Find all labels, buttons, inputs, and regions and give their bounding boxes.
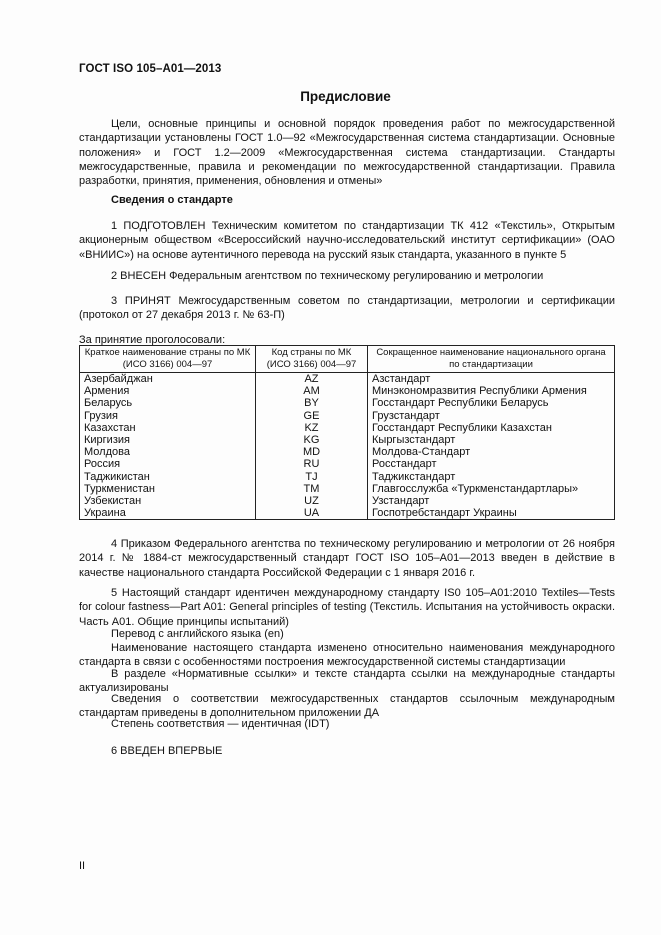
country-cell: Таджикистан: [80, 471, 256, 483]
column-header-country: Краткое наименование страны по МК (ИСО 3166) 004—97: [80, 346, 256, 373]
country-code-cell: KG: [256, 434, 368, 446]
country-cell: Узбекистан: [80, 495, 256, 507]
voting-countries-table: [79, 345, 615, 520]
country-cell: Беларусь: [80, 397, 256, 409]
country-cell: Молдова: [80, 446, 256, 458]
item-6-paragraph: 6 ВВЕДЕН ВПЕРВЫЕ: [111, 745, 223, 757]
agency-cell: Минэкономразвития Республики Армения: [368, 385, 615, 397]
country-code-cell: RU: [256, 458, 368, 470]
agency-cell: Главгосслужба «Туркменстандартлары»: [368, 483, 615, 495]
country-cell: Россия: [80, 458, 256, 470]
table-row: [80, 410, 615, 422]
column-header-agency: Сокращенное наименование национального органа по стандартизации: [368, 346, 615, 373]
item-5-name-note: Наименование настоящего стандарта изменено относительно наименования международного стандарта в связи с особенностями построения межгосударственной системы стандартизации: [79, 642, 615, 669]
country-code-cell: TJ: [256, 471, 368, 483]
item-3-paragraph: 3 ПРИНЯТ Межгосударственным советом по стандартизации, метрологии и сертификации (протокол от 27 декабря 2013 г. № 63-П): [79, 295, 615, 322]
table-body: [80, 373, 615, 520]
table-row: [80, 483, 615, 495]
country-code-cell: UA: [256, 507, 368, 520]
table-row: [80, 434, 615, 446]
table-row: [80, 373, 615, 386]
item-2-paragraph: 2 ВНЕСЕН Федеральным агентством по техническому регулированию и метрологии: [111, 270, 544, 282]
title-text: Предисловие: [300, 89, 391, 104]
country-cell: Азербайджан: [80, 373, 256, 386]
item-5-appendix-note: Сведения о соответствии межгосударственных стандартов ссылочным международным стандартам приведены в дополнительном приложении ДА: [79, 693, 615, 720]
country-cell: Туркменистан: [80, 483, 256, 495]
country-code-cell: MD: [256, 446, 368, 458]
item-1-paragraph: 1 ПОДГОТОВЛЕН Техническим комитетом по стандартизации ТК 412 «Текстиль», Открытым акционерным обществом «Всероссийский научно-исследовательский институт сертификации» (ОАО «ВНИИС») на основе аутентичного перевода на русский язык стандарта, указанного в пункте 5: [79, 220, 615, 261]
table-row: [80, 495, 615, 507]
table-row: [80, 471, 615, 483]
country-cell: Украина: [80, 507, 256, 520]
item-5-translation-note: Перевод с английского языка (en): [111, 628, 284, 640]
table-row: [80, 446, 615, 458]
country-cell: Казахстан: [80, 422, 256, 434]
agency-cell: Грузстандарт: [368, 410, 615, 422]
country-code-cell: KZ: [256, 422, 368, 434]
agency-cell: Молдова-Стандарт: [368, 446, 615, 458]
agency-cell: Госстандарт Республики Беларусь: [368, 397, 615, 409]
agency-cell: Госстандарт Республики Казахстан: [368, 422, 615, 434]
item-5-paragraph: 5 Настоящий стандарт идентичен международному стандарту IS0 105–A01:2010 Textiles—Tests for colour fastness—Part A01: General principles of testing (Текстиль. Испытания на устойчивость окраски. Часть A01. Общие принципы испытаний): [79, 587, 615, 628]
table-caption: За принятие проголосовали:: [79, 334, 226, 346]
page-number: II: [79, 860, 86, 872]
country-code-cell: BY: [256, 397, 368, 409]
agency-cell: Азстандарт: [368, 373, 615, 386]
table-row: [80, 422, 615, 434]
item-5-degree-note: Степень соответствия — идентичная (IDT): [111, 718, 330, 730]
country-code-cell: UZ: [256, 495, 368, 507]
intro-paragraph: Цели, основные принципы и основной порядок проведения работ по межгосударственной стандартизации установлены ГОСТ 1.0—92 «Межгосударственная система стандартизации. Основные положения» и ГОСТ 1.2—2009 «Межгосударственная система стандартизации. Стандарты межгосударственные, правила и рекомендации по межгосударственной стандартизации. Правила разработки, принятия, применения, обновления и отмены»: [79, 118, 615, 188]
country-cell: Армения: [80, 385, 256, 397]
document-header: ГОСТ ISO 105–A01—2013: [79, 63, 222, 75]
column-header-code: Код страны по МК (ИСО 3166) 004—97: [256, 346, 368, 373]
country-code-cell: AZ: [256, 373, 368, 386]
country-code-cell: TM: [256, 483, 368, 495]
table-row: [80, 385, 615, 397]
agency-cell: Госпотребстандарт Украины: [368, 507, 615, 520]
agency-cell: Таджикстандарт: [368, 471, 615, 483]
table-row: [80, 397, 615, 409]
page-title: [0, 89, 661, 104]
country-cell: Киргизия: [80, 434, 256, 446]
table-header-row: [80, 346, 615, 373]
agency-cell: Узстандарт: [368, 495, 615, 507]
item-5-references-note: В разделе «Нормативные ссылки» и тексте стандарта ссылки на международные стандарты актуализированы: [79, 668, 615, 695]
agency-cell: Росстандарт: [368, 458, 615, 470]
table-row: [80, 507, 615, 520]
agency-cell: Кыргызстандарт: [368, 434, 615, 446]
country-cell: Грузия: [80, 410, 256, 422]
country-code-cell: GE: [256, 410, 368, 422]
table-row: [80, 458, 615, 470]
item-4-paragraph: 4 Приказом Федерального агентства по техническому регулированию и метрологии от 26 ноября 2014 г. № 1884-ст межгосударственный стандарт ГОСТ ISO 105–A01—2013 введен в действие в качестве национального стандарта Российской Федерации с 1 января 2016 г.: [79, 538, 615, 579]
country-code-cell: AM: [256, 385, 368, 397]
section-subtitle: Сведения о стандарте: [111, 194, 233, 206]
